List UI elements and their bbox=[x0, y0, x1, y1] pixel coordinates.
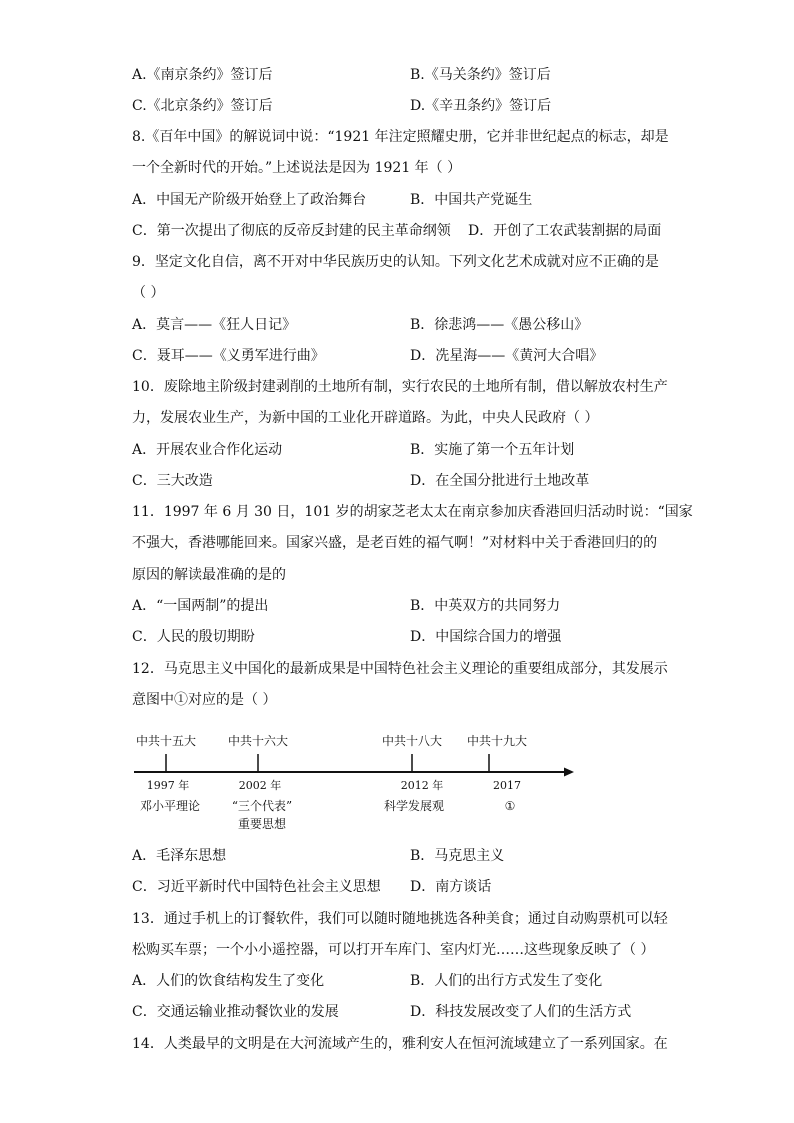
q12-option-d: D．南方谈话 bbox=[410, 879, 492, 895]
q8-stem-line-2: 一个全新时代的开始。”上述说法是因为 1921 年（ ） bbox=[132, 160, 462, 176]
q9-option-c: C．聂耳——《义勇军进行曲》 bbox=[132, 348, 325, 364]
timeline-theory-three-represents-2: 重要思想 bbox=[237, 817, 287, 831]
timeline-theory-deng: 邓小平理论 bbox=[139, 799, 201, 813]
timeline-theory-circled-1: ① bbox=[504, 799, 516, 813]
q11-option-b: B．中英双方的共同努力 bbox=[410, 598, 561, 614]
q13-option-a: A．人们的饮食结构发生了变化 bbox=[132, 973, 325, 989]
q10-option-c: C．三大改造 bbox=[132, 473, 213, 489]
q8-option-b: B．中国共产党诞生 bbox=[410, 192, 533, 208]
q11-option-c: C．人民的殷切期盼 bbox=[132, 629, 255, 645]
q10-option-b: B．实施了第一个五年计划 bbox=[410, 442, 575, 458]
q10-option-d: D．在全国分批进行土地改革 bbox=[410, 473, 590, 489]
q11-option-d: D．中国综合国力的增强 bbox=[410, 629, 562, 645]
q11-stem-line-2: 不强大，香港哪能回来。国家兴盛，是老百姓的福气啊！”对材料中关于香港回归的的 bbox=[132, 535, 658, 551]
q7-option-b: B.《马关条约》签订后 bbox=[410, 67, 551, 83]
q8-stem-line-1: 8.《百年中国》的解说词中说：“1921 年注定照耀史册，它并非世纪起点的标志，却是 bbox=[132, 129, 669, 145]
q8-option-c: C．第一次提出了彻底的反帝反封建的民主革命纲领 bbox=[132, 223, 451, 239]
timeline-year-1997: 1997 年 bbox=[146, 779, 190, 792]
timeline-year-2002: 2002 年 bbox=[238, 779, 282, 792]
q11-stem-line-3: 原因的解读最准确的是的 bbox=[132, 567, 286, 583]
q8-option-a: A．中国无产阶级开始登上了政治舞台 bbox=[132, 192, 367, 208]
timeline-theory-three-represents-1: “三个代表” bbox=[231, 799, 293, 813]
q8-option-d: D．开创了工农武装割据的局面 bbox=[468, 223, 662, 239]
q14-stem-line-1: 14．人类最早的文明是在大河流域产生的，雅利安人在恒河流域建立了一系列国家。在 bbox=[132, 1036, 668, 1052]
timeline-congress-19: 中共十九大 bbox=[466, 734, 528, 748]
q12-stem-line-1: 12．马克思主义中国化的最新成果是中国特色社会主义理论的重要组成部分，其发展示 bbox=[132, 661, 668, 677]
timeline-congress-18: 中共十八大 bbox=[381, 734, 443, 748]
timeline-year-2017: 2017 bbox=[493, 779, 521, 792]
q9-stem-line-1: 9．坚定文化自信，离不开对中华民族历史的认知。下列文化艺术成就对应不正确的是 bbox=[132, 254, 659, 270]
q9-stem-line-2: （ ） bbox=[132, 285, 165, 301]
q13-option-d: D．科技发展改变了人们的生活方式 bbox=[410, 1004, 632, 1020]
q13-option-b: B．人们的出行方式发生了变化 bbox=[410, 973, 603, 989]
q12-timeline-diagram bbox=[130, 728, 590, 838]
q10-stem-line-2: 力，发展农业生产，为新中国的工业化开辟道路。为此，中央人民政府（ ） bbox=[132, 410, 599, 426]
q10-stem-line-1: 10．废除地主阶级封建剥削的土地所有制，实行农民的土地所有制，借以解放农村生产 bbox=[132, 379, 668, 395]
q9-option-d: D．冼星海——《黄河大合唱》 bbox=[410, 348, 604, 364]
q7-option-c: C.《北京条约》签订后 bbox=[132, 98, 273, 114]
q7-option-a: A.《南京条约》签订后 bbox=[132, 67, 273, 83]
timeline-arrow-icon bbox=[564, 768, 574, 777]
q9-option-a: A．莫言——《狂人日记》 bbox=[132, 317, 297, 333]
timeline-congress-16: 中共十六大 bbox=[227, 734, 289, 748]
q13-stem-line-1: 13．通过手机上的订餐软件，我们可以随时随地挑选各种美食；通过自动购票机可以轻 bbox=[132, 911, 668, 927]
q9-option-b: B．徐悲鸿——《愚公移山》 bbox=[410, 317, 589, 333]
q11-option-a: A．“一国两制”的提出 bbox=[132, 598, 269, 614]
q12-option-b: B．马克思主义 bbox=[410, 848, 505, 864]
timeline-year-2012: 2012 年 bbox=[400, 779, 444, 792]
q13-option-c: C．交通运输业推动餐饮业的发展 bbox=[132, 1004, 339, 1020]
q13-stem-line-2: 松购买车票；一个小小遥控器，可以打开车库门、室内灯光……这些现象反映了（ ） bbox=[132, 942, 655, 958]
q10-option-a: A．开展农业合作化运动 bbox=[132, 442, 283, 458]
q11-stem-line-1: 11．1997 年 6 月 30 日，101 岁的胡家芝老太太在南京参加庆香港回归活动时说：“国家 bbox=[132, 504, 693, 520]
q7-option-d: D.《辛丑条约》签订后 bbox=[410, 98, 552, 114]
q12-stem-line-2: 意图中①对应的是（ ） bbox=[132, 692, 277, 708]
timeline-congress-15: 中共十五大 bbox=[135, 734, 197, 748]
timeline-theory-scientific-development: 科学发展观 bbox=[383, 799, 445, 813]
q12-option-a: A．毛泽东思想 bbox=[132, 848, 227, 864]
q12-option-c: C．习近平新时代中国特色社会主义思想 bbox=[132, 879, 381, 895]
